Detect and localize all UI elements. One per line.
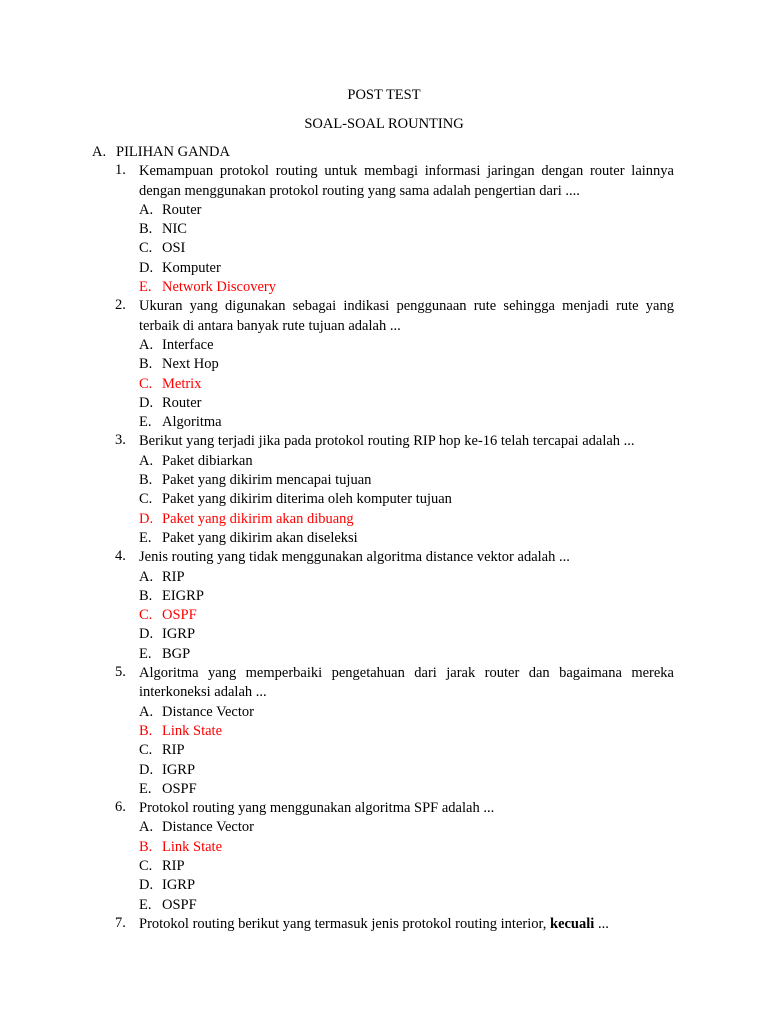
option-letter: D. — [139, 510, 154, 527]
answer-option-correct — [139, 375, 682, 394]
question-text — [139, 915, 674, 934]
option-text: Distance Vector — [162, 819, 254, 836]
option-text: OSPF — [162, 896, 197, 913]
answer-option — [139, 259, 682, 278]
option-letter: C. — [139, 742, 153, 759]
option-text: Link State — [162, 722, 223, 739]
answer-option — [139, 741, 682, 760]
option-letter: D. — [139, 394, 154, 411]
option-text: BGP — [162, 645, 191, 662]
option-letter: E. — [139, 279, 152, 296]
option-text: IGRP — [162, 626, 196, 643]
answer-option — [139, 818, 682, 837]
option-letter: D. — [139, 877, 154, 894]
answer-option — [139, 857, 682, 876]
section-label: PILIHAN GANDA — [116, 144, 230, 160]
question-number: 5. — [115, 664, 126, 681]
option-letter: B. — [139, 838, 153, 855]
answer-option — [139, 568, 682, 587]
option-text: Algoritma — [162, 414, 222, 431]
option-letter: D. — [139, 626, 154, 643]
document-subtitle: SOAL-SOAL ROUNTING — [304, 116, 464, 132]
option-letter: A. — [139, 819, 154, 836]
option-letter: C. — [139, 375, 153, 392]
answer-option — [139, 876, 682, 895]
option-text: RIP — [162, 568, 185, 585]
question-number: 4. — [115, 548, 126, 565]
option-text: OSPF — [162, 780, 197, 797]
option-letter: A. — [139, 336, 154, 353]
option-letter: C. — [139, 240, 153, 257]
option-text: Router — [162, 394, 202, 411]
document-title: POST TEST — [347, 87, 421, 103]
option-letter: D. — [139, 259, 154, 276]
question-text: Jenis routing yang tidak menggunakan algoritma distance vektor adalah ... — [139, 549, 570, 566]
option-letter: B. — [139, 587, 153, 604]
section-heading — [92, 143, 682, 162]
option-text: Network Discovery — [162, 279, 276, 296]
question-text: Berikut yang terjadi jika pada protokol routing RIP hop ke-16 telah tercapai adalah ... — [139, 433, 635, 450]
option-text: Paket yang dikirim diterima oleh komputer tujuan — [162, 491, 452, 508]
option-text: Distance Vector — [162, 703, 254, 720]
answer-option — [139, 239, 682, 258]
answer-option-correct — [139, 606, 682, 625]
option-text: IGRP — [162, 877, 196, 894]
option-letter: A. — [139, 201, 154, 218]
option-text: NIC — [162, 221, 187, 238]
option-text: RIP — [162, 742, 185, 759]
question-number: 7. — [115, 914, 126, 931]
option-text: Paket dibiarkan — [162, 452, 253, 469]
option-letter: E. — [139, 645, 152, 662]
answer-option — [139, 896, 682, 915]
option-text: Metrix — [162, 375, 202, 392]
question-4 — [92, 548, 682, 664]
option-letter: B. — [139, 472, 153, 489]
answer-option — [139, 471, 682, 490]
answer-option — [139, 201, 682, 220]
question-number: 6. — [115, 799, 126, 816]
answer-option — [139, 529, 682, 548]
option-letter: A. — [139, 703, 154, 720]
question-5 — [92, 664, 682, 799]
option-letter: E. — [139, 529, 152, 546]
option-text: EIGRP — [162, 587, 204, 604]
option-text: Interface — [162, 336, 214, 353]
option-text: IGRP — [162, 761, 196, 778]
answer-option — [139, 703, 682, 722]
option-text: Paket yang dikirim mencapai tujuan — [162, 472, 372, 489]
option-text: Komputer — [162, 259, 221, 276]
question-7 — [92, 915, 682, 934]
question-text: Algoritma yang memperbaiki pengetahuan dari jarak router dan bagaimana mereka interkoneksi adalah ... — [139, 665, 674, 701]
question-text-emphasis: kecuali — [550, 915, 595, 932]
option-letter: A. — [139, 568, 154, 585]
answer-option-correct — [139, 838, 682, 857]
question-text: Ukuran yang digunakan sebagai indikasi penggunaan rute sehingga menjadi rute yang terbaik di antara banyak rute tujuan adalah ... — [139, 298, 674, 334]
answer-option — [139, 645, 682, 664]
answer-option — [139, 452, 682, 471]
option-letter: E. — [139, 414, 152, 431]
answer-option — [139, 490, 682, 509]
question-list — [92, 162, 682, 915]
option-letter: D. — [139, 761, 154, 778]
option-letter: E. — [139, 896, 152, 913]
answer-option — [139, 336, 682, 355]
option-letter: C. — [139, 491, 153, 508]
question-1 — [92, 162, 682, 297]
option-letter: E. — [139, 780, 152, 797]
question-text: Protokol routing yang menggunakan algoritma SPF adalah ... — [139, 800, 495, 817]
answer-option-correct — [139, 510, 682, 529]
answer-option-correct — [139, 722, 682, 741]
option-text: Paket yang dikirim akan diseleksi — [162, 529, 358, 546]
option-letter: C. — [139, 607, 153, 624]
question-6 — [92, 799, 682, 915]
question-number: 3. — [115, 432, 126, 449]
question-text-main: Protokol routing berikut yang termasuk jenis protokol routing interior, — [139, 915, 550, 932]
option-text: OSI — [162, 240, 186, 257]
question-3 — [92, 432, 682, 548]
answer-option — [139, 413, 682, 432]
option-text: Router — [162, 201, 202, 218]
section-letter: A. — [92, 144, 107, 160]
option-letter: B. — [139, 356, 153, 373]
option-text: Paket yang dikirim akan dibuang — [162, 510, 354, 527]
option-letter: A. — [139, 452, 154, 469]
option-text: RIP — [162, 857, 185, 874]
option-letter: B. — [139, 722, 153, 739]
answer-option — [139, 394, 682, 413]
answer-option — [139, 587, 682, 606]
answer-option — [139, 355, 682, 374]
option-letter: B. — [139, 221, 153, 238]
option-letter: C. — [139, 857, 153, 874]
option-text: Link State — [162, 838, 223, 855]
question-number: 1. — [115, 162, 126, 179]
question-number: 2. — [115, 297, 126, 314]
section-multiple-choice — [92, 143, 682, 934]
answer-option-correct — [139, 278, 682, 297]
question-text-suffix: ... — [594, 915, 609, 932]
answer-option — [139, 625, 682, 644]
answer-option — [139, 761, 682, 780]
answer-option — [139, 780, 682, 799]
question-text: Kemampuan protokol routing untuk membagi informasi jaringan dengan router lainnya dengan menggunakan protokol routing yang sama adalah pengertian dari .... — [139, 163, 674, 199]
option-text: OSPF — [162, 607, 197, 624]
option-text: Next Hop — [162, 356, 219, 373]
answer-option — [139, 220, 682, 239]
question-2 — [92, 297, 682, 432]
